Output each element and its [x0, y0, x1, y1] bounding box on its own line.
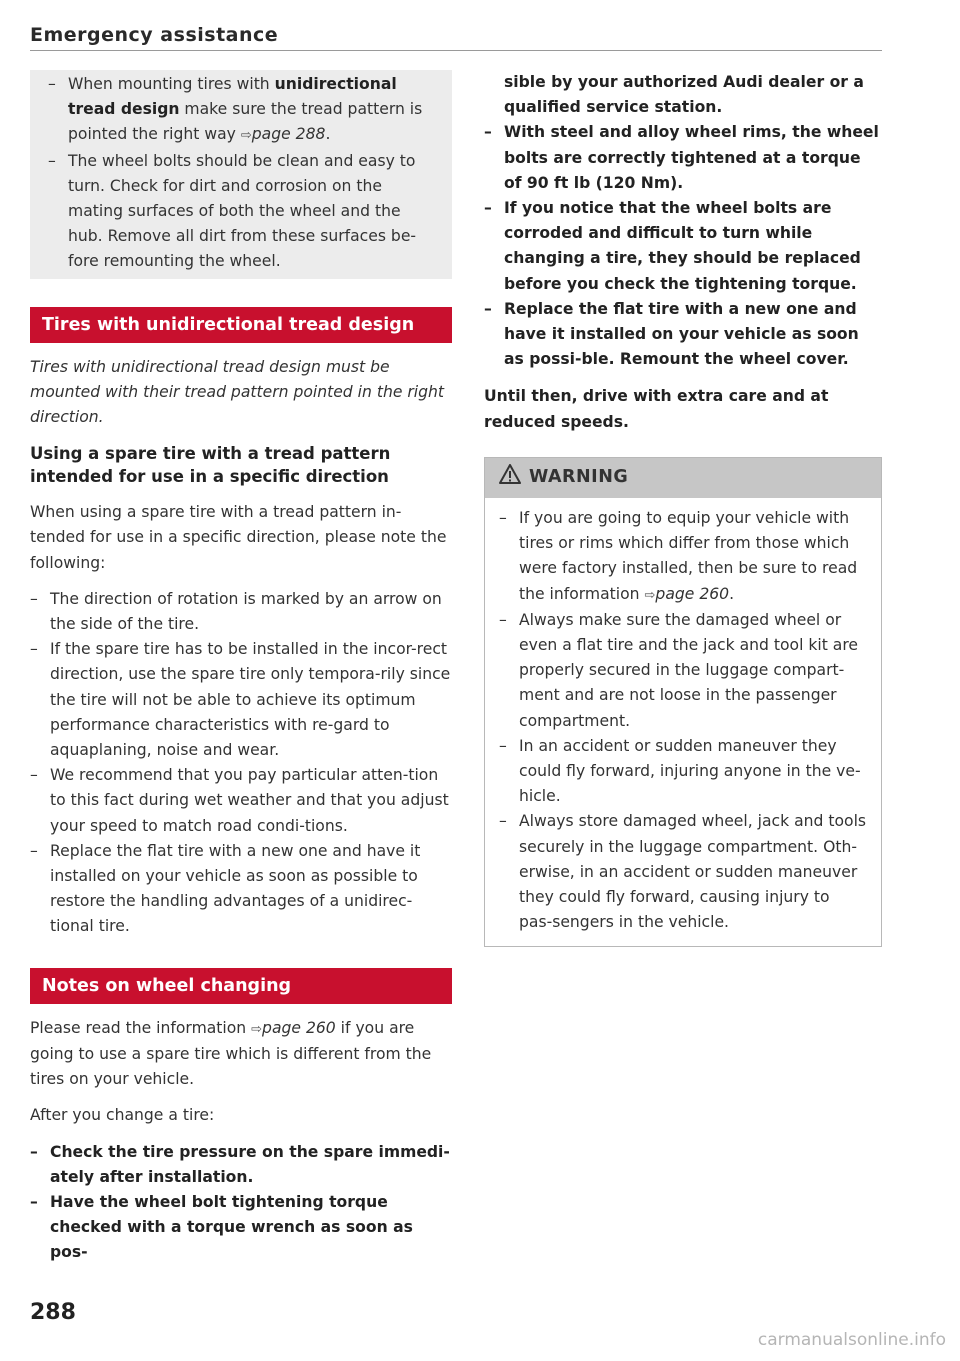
page-number: 288 — [30, 1300, 76, 1325]
intro-bullet-list — [48, 72, 438, 275]
warning-body — [485, 498, 881, 945]
page-header-title: Emergency assistance — [30, 24, 279, 46]
arrow-right-icon: ⇨ — [644, 587, 656, 603]
list-item: – When mounting tires with unidirectional tread design make sure the tread pattern is pointed the right way ⇨page 288. — [48, 72, 438, 149]
torque-bullet-list — [484, 120, 882, 372]
note-box-top — [30, 70, 452, 279]
section-title-tires-unidirectional: Tires with unidirectional tread design — [30, 307, 452, 343]
list-item: – Replace the flat tire with a new one and have it installed on your vehicle as soon as possible to restore the handling advantages of a unidirec-tional tire. — [30, 839, 452, 940]
list-item: – If you are going to equip your vehicle with tires or rims which differ from those which were factory installed, then be sure to read the information ⇨page 260. — [499, 506, 867, 608]
subheading: Using a spare tire with a tread pattern intended for use in a specific direction — [30, 444, 391, 487]
warning-box — [484, 457, 882, 947]
list-item-continuation: sible by your authorized Audi dealer or a qualified service station. — [504, 73, 864, 117]
section-intro: Tires with unidirectional tread design must be mounted with their tread pattern pointed in the right direction. — [30, 357, 445, 427]
spare-tire-bullet-list — [30, 587, 452, 940]
list-item: – With steel and alloy wheel rims, the wheel bolts are correctly tightened at a torque of 90 ft lb (120 Nm). — [484, 120, 882, 196]
section-title-wheel-changing: Notes on wheel changing — [30, 968, 452, 1004]
watermark: carmanualsonline.info — [757, 1330, 946, 1350]
list-item: – If you notice that the wheel bolts are corroded and difficult to turn while changing a tire, they should be replaced before you check the tightening torque. — [484, 196, 882, 297]
bold-term: unidirectional tread design — [68, 75, 397, 119]
left-column — [30, 70, 452, 1266]
list-item: – Check the tire pressure on the spare immedi-ately after installation. — [30, 1140, 452, 1190]
list-item: – The direction of rotation is marked by an arrow on the side of the tire. — [30, 587, 452, 637]
warning-triangle-icon — [499, 464, 521, 492]
list-item: – Always store damaged wheel, jack and tools securely in the luggage compartment. Oth-erwise, in an accident or sudden maneuver they could fly forward, causing injury to pas-sengers in the vehicle. — [499, 809, 867, 935]
list-item: – The wheel bolts should be clean and easy to turn. Check for dirt and corrosion on the mating surfaces of both the wheel and the hub. Remove all dirt from these surfaces be-fore remounting the wheel. — [48, 149, 438, 275]
list-item: – Replace the flat tire with a new one and have it installed on your vehicle as soon as possi-ble. Remount the wheel cover. — [484, 297, 882, 373]
body-paragraph: Please read the information ⇨page 260 if you are going to use a spare tire which is different from the tires on your vehicle. — [30, 1018, 432, 1089]
list-item: – We recommend that you pay particular atten-tion to this fact during wet weather and that you adjust your speed to match road condi-tions. — [30, 763, 452, 839]
list-item: – Have the wheel bolt tightening torque checked with a torque wrench as soon as pos- — [30, 1190, 452, 1266]
warning-title: WARNING — [529, 467, 629, 488]
warning-header — [485, 458, 881, 498]
list-item: – In an accident or sudden maneuver they could fly forward, injuring anyone in the ve-hicle. — [499, 734, 867, 810]
arrow-right-icon: ⇨ — [240, 128, 252, 144]
list-item: – Always make sure the damaged wheel or even a flat tire and the jack and tool kit are properly secured in the luggage compart-ment and are not loose in the passenger compartment. — [499, 608, 867, 734]
body-paragraph: When using a spare tire with a tread pattern in-tended for use in a specific direction, please note the following: — [30, 503, 447, 572]
body-paragraph: After you change a tire: — [30, 1106, 215, 1125]
after-change-bullet-list — [30, 1140, 452, 1266]
list-item: – If the spare tire has to be installed in the incor-rect direction, use the spare tire only tempora-rily since the tire will not be able to achieve its optimum performance characteristics with re-gard to aquaplaning, noise and wear. — [30, 637, 452, 763]
header-divider — [30, 50, 882, 51]
warning-bullet-list — [499, 506, 867, 935]
page-reference-link[interactable]: page 288 — [251, 125, 326, 144]
body-paragraph: Until then, drive with extra care and at reduced speeds. — [484, 387, 829, 431]
arrow-right-icon: ⇨ — [251, 1021, 263, 1037]
right-column — [484, 70, 882, 947]
page-reference-link[interactable]: page 260 — [262, 1018, 336, 1037]
page-reference-link[interactable]: page 260 — [655, 584, 730, 603]
